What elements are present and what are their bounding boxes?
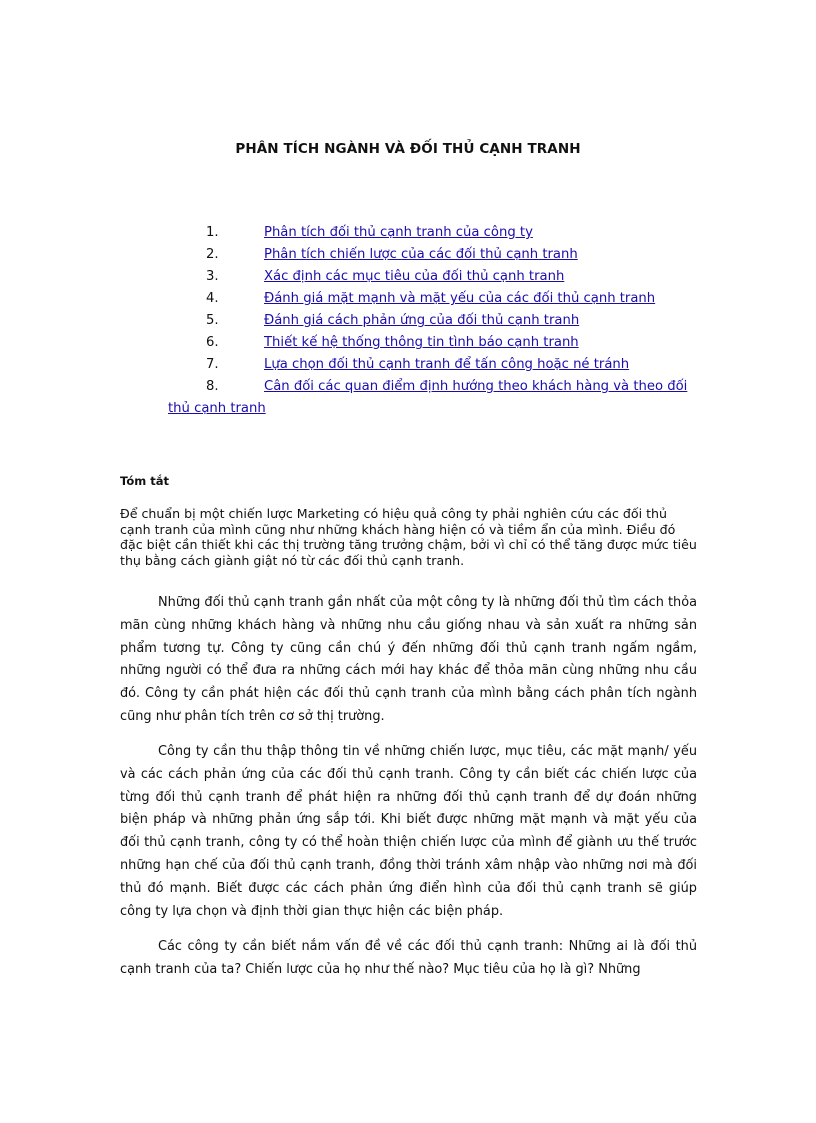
toc-item[interactable] (168, 266, 708, 288)
toc-number: 5. (206, 313, 219, 328)
toc-item[interactable] (168, 332, 708, 354)
summary-heading: Tóm tắt (120, 474, 169, 488)
toc-number: 4. (206, 291, 219, 306)
toc-item[interactable] (168, 222, 708, 244)
toc-link[interactable]: Phân tích chiến lược của các đối thủ cạnh tranh (264, 247, 578, 262)
toc-link[interactable]: Lựa chọn đối thủ cạnh tranh để tấn công hoặc né tránh (264, 357, 630, 372)
toc-number: 7. (206, 357, 219, 372)
toc-link[interactable]: Đánh giá mặt mạnh và mặt yếu của các đối thủ cạnh tranh (264, 291, 656, 306)
toc-number: 3. (206, 269, 219, 284)
toc-link[interactable]: Cân đối các quan điểm định hướng theo khách hàng và theo đối thủ cạnh tranh (168, 379, 688, 416)
toc-number: 1. (206, 225, 219, 240)
toc-item[interactable] (168, 244, 708, 266)
toc-item[interactable] (168, 288, 708, 310)
toc-item[interactable] (168, 310, 708, 332)
toc-number: 8. (206, 379, 219, 394)
toc-link[interactable]: Đánh giá cách phản ứng của đối thủ cạnh tranh (264, 313, 580, 328)
toc-link[interactable]: Thiết kế hệ thống thông tin tình báo cạnh tranh (264, 335, 579, 350)
body-paragraph: Các công ty cần biết nắm vấn đề về các đối thủ cạnh tranh: Những ai là đối thủ cạnh tranh của ta? Chiến lược của họ như thế nào? Mục tiêu của họ là gì? Những (120, 939, 697, 977)
document-title: PHÂN TÍCH NGÀNH VÀ ĐỐI THỦ CẠNH TRANH (235, 141, 581, 157)
toc-item[interactable] (168, 376, 708, 420)
table-of-contents (168, 222, 708, 420)
toc-item[interactable] (168, 354, 708, 376)
toc-link[interactable]: Phân tích đối thủ cạnh tranh của công ty (264, 225, 533, 240)
toc-link[interactable]: Xác định các mục tiêu của đối thủ cạnh tranh (264, 269, 565, 284)
summary-paragraph: Để chuẩn bị một chiến lược Marketing có hiệu quả công ty phải nghiên cứu các đối thủ cạnh tranh của mình cũng như những khách hàng hiện có và tiềm ẩn của mình. Điều đó đặc biệt cần thiết khi các thị trường tăng trưởng chậm, bởi vì chỉ có thể tăng được mức tiêu thụ bằng cách giành giật nó từ các đối thủ cạnh tranh. (120, 506, 697, 568)
body-paragraph: Những đối thủ cạnh tranh gần nhất của một công ty là những đối thủ tìm cách thỏa mãn cùng những khách hàng và những nhu cầu giống nhau và sản xuất ra những sản phẩm tương tự. Công ty cũng cần chú ý đến những đối thủ cạnh tranh ngấm ngầm, những người có thể đưa ra những cách mới hay khác để thỏa mãn cùng những nhu cầu đó. Công ty cần phát hiện các đối thủ cạnh tranh của mình bằng cách phân tích ngành cũng như phân tích trên cơ sở thị trường. (120, 595, 698, 724)
body-paragraph: Công ty cần thu thập thông tin về những chiến lược, mục tiêu, các mặt mạnh/ yếu và các cách phản ứng của các đối thủ cạnh tranh. Công ty cần biết các chiến lược của từng đối thủ cạnh tranh để phát hiện ra những đối thủ cạnh tranh để dự đoán những biện pháp và những phản ứng sắp tới. Khi biết được những mặt mạnh và mặt yếu của đối thủ cạnh tranh, công ty có thể hoàn thiện chiến lược của mình để giành ưu thế trước những hạn chế của đối thủ cạnh tranh, đồng thời tránh xâm nhập vào những nơi mà đối thủ đó mạnh. Biết được các cách phản ứng điển hình của đối thủ cạnh tranh sẽ giúp công ty lựa chọn và định thời gian thực hiện các biện pháp. (120, 744, 697, 919)
toc-number: 2. (206, 247, 219, 262)
toc-number: 6. (206, 335, 219, 350)
